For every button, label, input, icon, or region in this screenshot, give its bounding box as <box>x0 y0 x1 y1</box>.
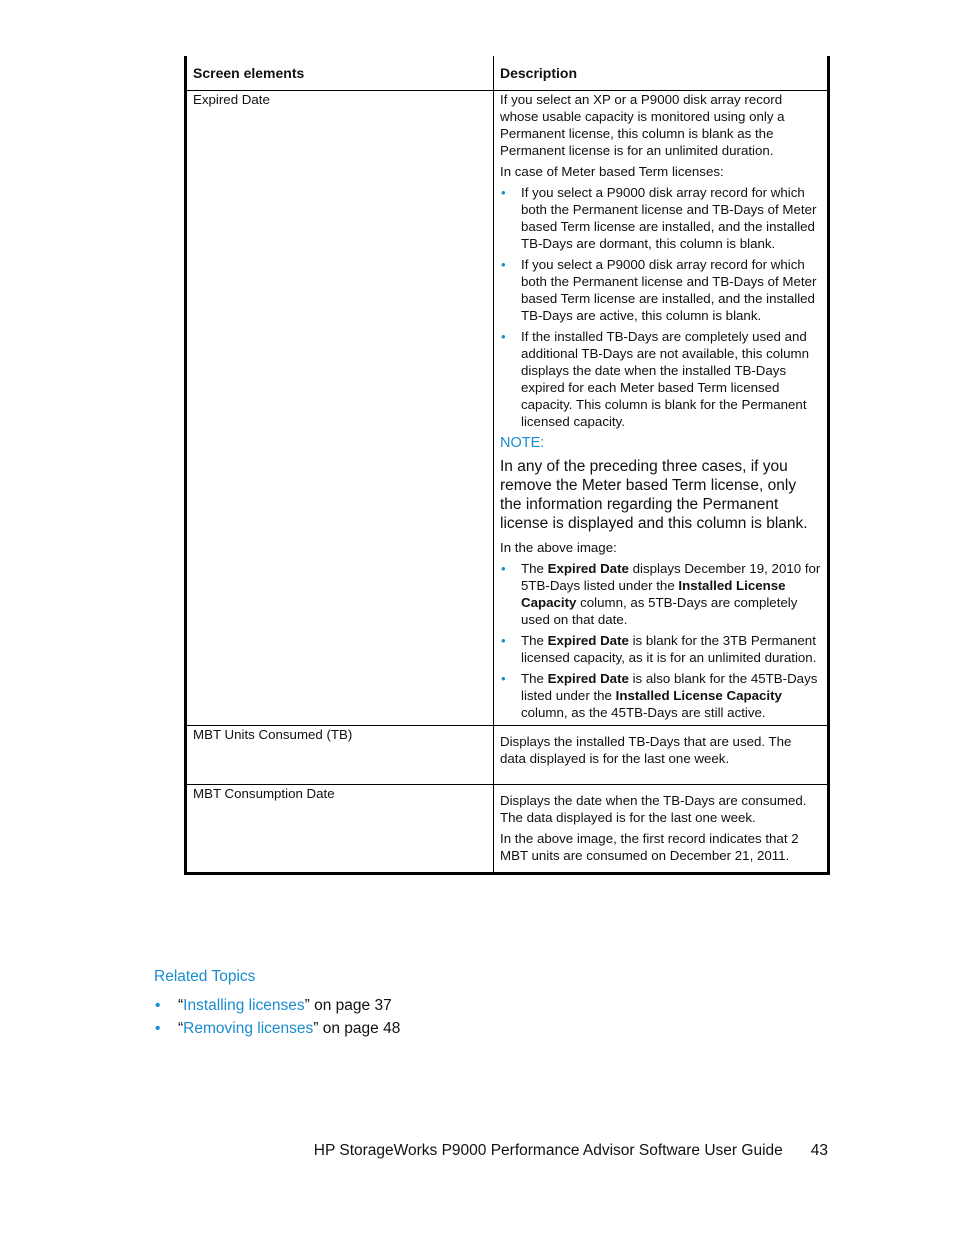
paragraph: Displays the date when the TB-Days are consumed. The data displayed is for the last one week. <box>500 793 807 825</box>
paragraph: Displays the installed TB-Days that are used. The data displayed is for the last one week. <box>500 734 792 766</box>
element-name-cell: MBT Consumption Date <box>186 785 494 874</box>
related-topics-heading: Related Topics <box>154 968 256 985</box>
list-item: • The Expired Date displays December 19, 2010 for 5TB-Days listed under the Installed License Capacity column, as 5TB-Days are completely used on that date. <box>501 561 821 627</box>
header-screen-elements: Screen elements <box>186 56 494 91</box>
bullet-icon: • <box>501 329 506 344</box>
list-item: • The Expired Date is blank for the 3TB Permanent licensed capacity, as it is for an unlimited duration. <box>501 633 817 665</box>
paragraph: In the above image: <box>500 540 617 555</box>
paragraph: In the above image, the first record indicates that 2 MBT units are consumed on December 21, 2011. <box>500 831 799 863</box>
description-cell <box>494 785 829 874</box>
page-number: 43 <box>810 1142 828 1159</box>
table-row <box>186 726 829 785</box>
bullet-list <box>500 560 821 721</box>
description-cell <box>494 91 829 726</box>
header-description: Description <box>494 56 829 91</box>
table-row <box>186 785 829 874</box>
installing-licenses-link[interactable]: Installing licenses <box>183 997 305 1014</box>
note-text: In any of the preceding three cases, if you remove the Meter based Term license, only the information regarding the Permanent license is displayed and this column is blank. <box>500 458 808 532</box>
list-item: • “Removing licenses” on page 48 <box>155 1020 401 1037</box>
element-name-cell: MBT Units Consumed (TB) <box>186 726 494 785</box>
note-label: NOTE: <box>500 435 545 451</box>
page-footer <box>314 1142 828 1160</box>
list-item: • If you select a P9000 disk array record for which both the Permanent license and TB-Days of Meter based Term license are installed, and the installed TB-Days are active, this column is blank. <box>501 257 817 323</box>
bullet-icon: • <box>501 671 506 686</box>
bullet-icon: • <box>501 257 506 272</box>
bullet-icon: • <box>155 1020 161 1037</box>
element-name-cell: Expired Date <box>186 91 494 726</box>
table-header-row <box>186 56 829 91</box>
screen-elements-table <box>184 56 830 875</box>
list-item: • If you select a P9000 disk array record for which both the Permanent license and TB-Days of Meter based Term license are installed, and the installed TB-Days are dormant, this column is blank. <box>501 185 817 251</box>
list-item: • “Installing licenses” on page 37 <box>155 997 392 1014</box>
removing-licenses-link[interactable]: Removing licenses <box>183 1020 314 1037</box>
bullet-icon: • <box>501 561 506 576</box>
list-item: • The Expired Date is also blank for the 45TB-Days listed under the Installed License Capacity column, as the 45TB-Days are still active. <box>501 671 818 720</box>
paragraph: If you select an XP or a P9000 disk array record whose usable capacity is monitored using only a Permanent license, this column is blank as the Permanent license is for an unlimited duration. <box>500 92 785 158</box>
bullet-icon: • <box>501 185 506 200</box>
paragraph: In case of Meter based Term licenses: <box>500 164 724 179</box>
description-cell <box>494 726 829 785</box>
table-row <box>186 91 829 726</box>
bullet-icon: • <box>501 633 506 648</box>
list-item: • If the installed TB-Days are completely used and additional TB-Days are not available, this column displays the date when the installed TB-Days expired for each Meter based Term licensed capacity. This column is blank for the Permanent licensed capacity. <box>501 329 810 429</box>
bullet-icon: • <box>155 997 161 1014</box>
related-topics-list <box>154 996 400 1042</box>
bullet-list <box>500 184 821 430</box>
footer-title: HP StorageWorks P9000 Performance Advisor Software User Guide <box>313 1142 783 1159</box>
